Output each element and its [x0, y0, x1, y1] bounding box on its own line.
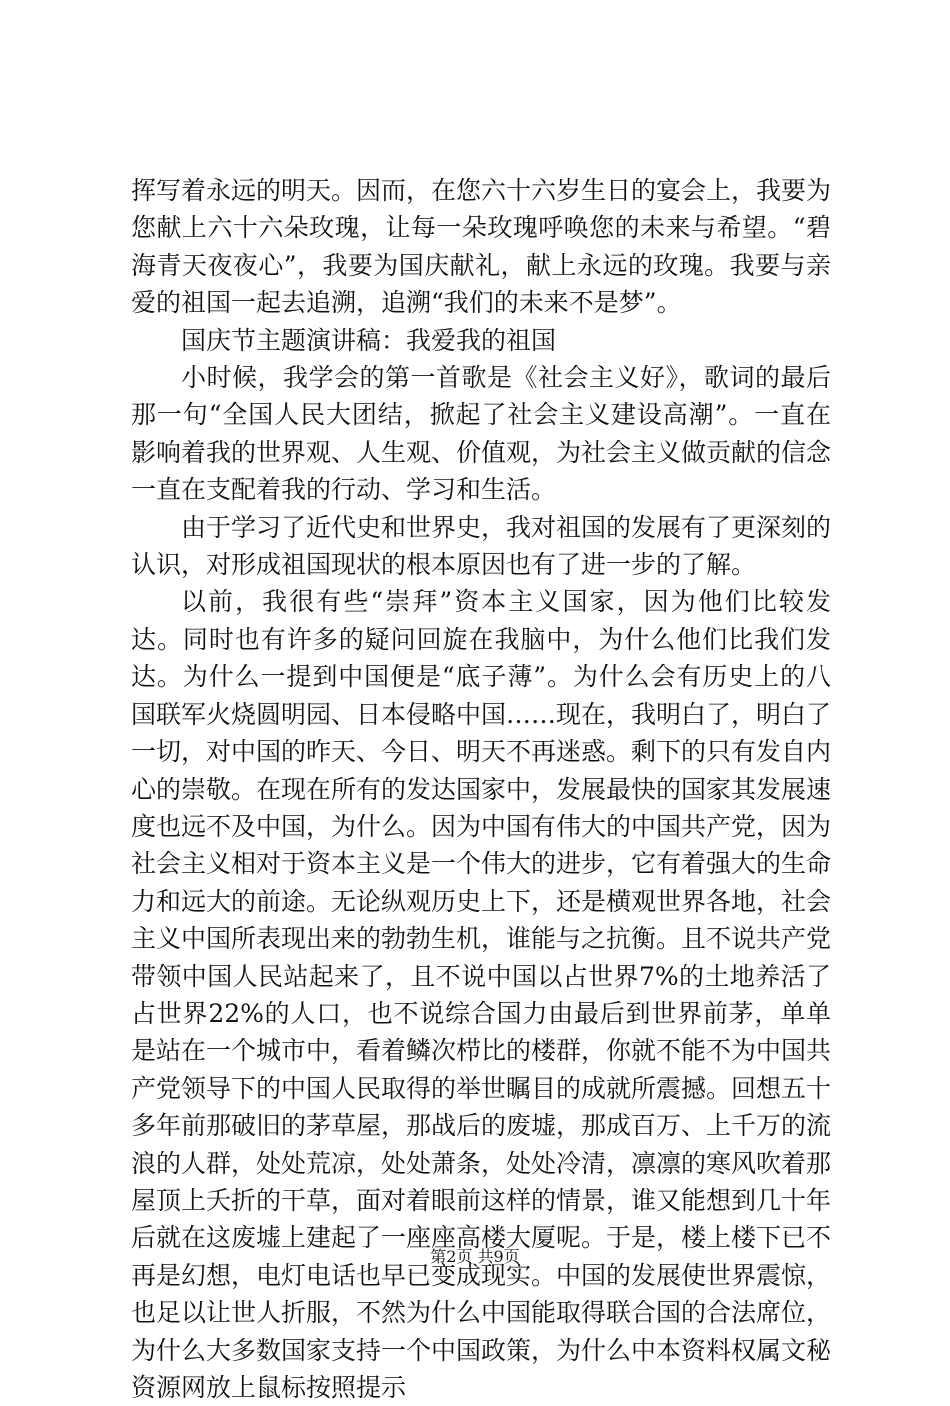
paragraph: 小时候，我学会的第一首歌是《社会主义好》，歌词的最后那一句“全国人民大团结，掀起了社会主义建设高潮”。一直在影响着我的世界观、人生观、价值观，为社会主义做贡献的信念一直在支配着我的行动、学习和生活。 [131, 363, 832, 505]
document-body [131, 172, 831, 1406]
paragraph: 由于学习了近代史和世界史，我对祖国的发展有了更深刻的认识，对形成祖国现状的根本原因也有了进一步的了解。 [131, 512, 832, 580]
paragraph: 以前，我很有些“崇拜”资本主义国家，因为他们比较发达。同时也有许多的疑问回旋在我脑中，为什么他们比我们发达。为什么一提到中国便是“底子薄”。为什么会有历史上的八国联军火烧圆明园、日本侵略中国……现在，我明白了，明白了一切，对中国的昨天、今日、明天不再迷惑。剩下的只有发自内心的崇敬。在现在所有的发达国家中，发展最快的国家其发展速度也远不及中国，为什么。因为中国有伟大的中国共产党，因为社会主义相对于资本主义是一个伟大的进步，它有着强大的生命力和远大的前途。无论纵观历史上下，还是横观世界各地，社会主义中国所表现出来的勃勃生机，谁能与之抗衡。且不说共产党带领中国人民站起来了，且不说中国以占世界7%的土地养活了占世界22%的人口，也不说综合国力由最后到世界前茅，单单是站在一个城市中，看着鳞次栉比的楼群，你就不能不为中国共产党领导下的中国人民取得的举世瞩目的成就所震撼。回想五十多年前那破旧的茅草屋，那战后的废墟，那成百万、上千万的流浪的人群，处处荒凉，处处萧条，处处冷清，凛凛的寒风吹着那屋顶上夭折的干草，面对着眼前这样的情景，谁又能想到几十年后就在这废墟上建起了一座座高楼大厦呢。于是，楼上楼下已不再是幻想，电灯电话也早已变成现实。中国的发展使世界震惊，也足以让世人折服，不然为什么中国能取得联合国的合法席位，为什么大多数国家支持一个中国政策，为什么中本资料权属文秘资源网放上鼠标按照提示 [131, 587, 832, 1402]
page-number-footer: 第2页 共9页 [430, 1247, 520, 1266]
section-heading: 国庆节主题演讲稿：我爱我的祖国 [181, 325, 557, 355]
paragraph-continued: 挥写着永远的明天。因而，在您六十六岁生日的宴会上，我要为您献上六十六朵玫瑰，让每一朵玫瑰呼唤您的未来与希望。“碧海青天夜夜心”，我要为国庆献礼，献上永远的玫瑰。我要与亲爱的祖国一起去追溯，追溯“我们的未来不是梦”。 [131, 176, 832, 318]
